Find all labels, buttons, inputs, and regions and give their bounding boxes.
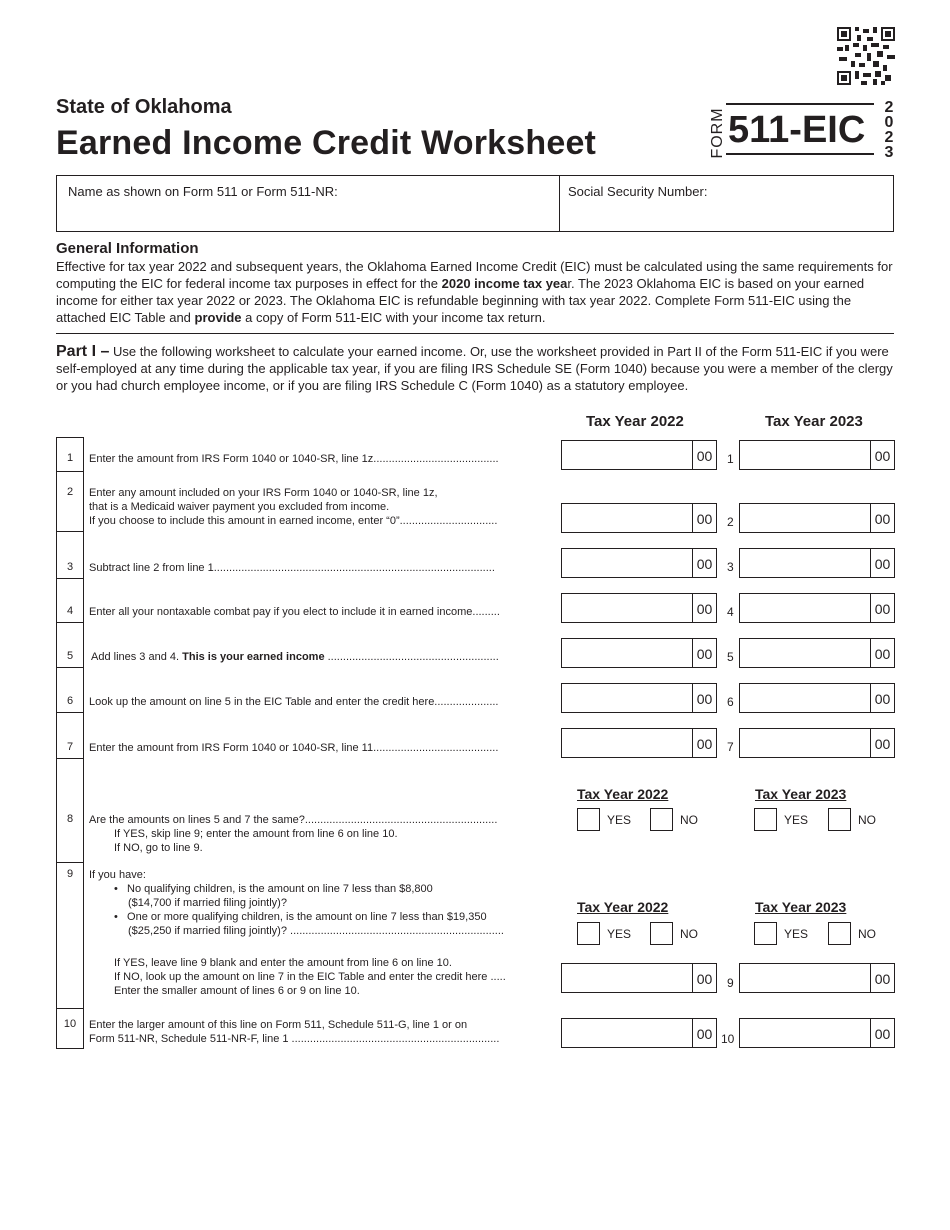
line-9-2022-yes-checkbox[interactable] xyxy=(577,922,600,945)
form-year: 2 0 2 3 xyxy=(884,99,894,161)
no-label: NO xyxy=(858,927,876,941)
line-2-label: Enter any amount included on your IRS Form 1040 or 1040-SR, line 1z, that is a Medicaid waiver payment you excluded from income. If you choose to include this amount in earned income, enter “0”................................ xyxy=(89,487,498,527)
line-7-label: Enter the amount from IRS Form 1040 or 1040-SR, line 11......................................... xyxy=(89,742,499,754)
line-number: 9 xyxy=(66,868,74,880)
line-9-2022-no-checkbox[interactable] xyxy=(650,922,673,945)
line-number: 9 xyxy=(727,976,734,990)
ssn-field-label: Social Security Number: xyxy=(568,184,708,199)
no-label: NO xyxy=(858,813,876,827)
line-4-2022-amount[interactable]: 00 xyxy=(561,593,717,623)
line-1-2022-amount[interactable]: 00 xyxy=(561,440,717,470)
line-5-label: Add lines 3 and 4. This is your earned income ........................................................ xyxy=(91,651,499,663)
yes-label: YES xyxy=(607,813,632,827)
line-1-2023-amount[interactable]: 00 xyxy=(739,440,895,470)
line-8-header-2022: Tax Year 2022 xyxy=(577,786,669,802)
line-3-2023-amount[interactable]: 00 xyxy=(739,548,895,578)
line-2-2022-amount[interactable]: 00 xyxy=(561,503,717,533)
yes-label: YES xyxy=(784,927,809,941)
line-number: 10 xyxy=(721,1032,735,1046)
line-8-2022-yes-checkbox[interactable] xyxy=(577,808,600,831)
qr-code-icon xyxy=(837,27,895,85)
line-9-label: If you have: • No qualifying children, is the amount on line 7 less than $8,800 ($14,700 if married filing jointly)? • One or more qualifying children, is the amount on line 7 less than $19,350 ($25,250 if married filing jointly)? ...................................................................... If YES, leave line 9 blank and enter the amount from line 6 on line 10. If NO, look up the amount on line 7 in the EIC Table and enter the credit here ..... Enter the smaller amount of lines 6 or 9 on line 10. xyxy=(89,869,506,997)
line-number: 2 xyxy=(66,486,74,498)
line-6-label: Look up the amount on line 5 in the EIC Table and enter the credit here..................... xyxy=(89,696,499,708)
line-9-2022-amount[interactable]: 00 xyxy=(561,963,717,993)
line-2-2023-amount[interactable]: 00 xyxy=(739,503,895,533)
page-title: Earned Income Credit Worksheet xyxy=(56,124,597,162)
line-8-2022-no-checkbox[interactable] xyxy=(650,808,673,831)
line-10-2022-amount[interactable]: 00 xyxy=(561,1018,717,1048)
line-6-2022-amount[interactable]: 00 xyxy=(561,683,717,713)
line-8-header-2023: Tax Year 2023 xyxy=(755,786,847,802)
general-info-text: Effective for tax year 2022 and subsequent years, the Oklahoma Earned Income Credit (EIC) must be calculated using the same requirements for computing the EIC for federal income tax purposes in effect for the 2020 income tax year. The 2023 Oklahoma EIC is based on your earned income for either tax year 2022 or 2023. The Oklahoma EIC is refundable beginning with tax year 2022. Complete Form 511-EIC using the attached EIC Table and provide a copy of Form 511-EIC with your income tax return. xyxy=(56,259,893,325)
line-6-2023-amount[interactable]: 00 xyxy=(739,683,895,713)
line-number: 1 xyxy=(66,452,74,464)
column-header-2022: Tax Year 2022 xyxy=(586,413,684,430)
line-9-2023-yes-checkbox[interactable] xyxy=(754,922,777,945)
general-info-heading: General Information xyxy=(56,240,199,257)
line-8-2023-yes-checkbox[interactable] xyxy=(754,808,777,831)
form-label: FORM xyxy=(709,107,726,159)
yes-label: YES xyxy=(784,813,809,827)
form-number: 511-EIC xyxy=(728,109,866,151)
line-number: 3 xyxy=(66,561,74,573)
line-number: 6 xyxy=(727,695,734,709)
line-9-2023-amount[interactable]: 00 xyxy=(739,963,895,993)
line-number: 5 xyxy=(66,650,74,662)
line-5-2023-amount[interactable]: 00 xyxy=(739,638,895,668)
no-label: NO xyxy=(680,813,698,827)
taxpayer-id-box xyxy=(56,175,894,232)
no-label: NO xyxy=(680,927,698,941)
ssn-field[interactable] xyxy=(560,176,893,231)
line-number: 2 xyxy=(727,515,734,529)
line-10-label: Enter the larger amount of this line on Form 511, Schedule 511-G, line 1 or on Form 511-NR, Schedule 511-NR-F, line 1 .................................................................... xyxy=(89,1019,500,1045)
divider xyxy=(56,333,894,334)
line-number: 4 xyxy=(66,605,74,617)
name-field[interactable] xyxy=(57,176,559,231)
line-1-label: Enter the amount from IRS Form 1040 or 1040-SR, line 1z......................................... xyxy=(89,453,499,465)
line-3-2022-amount[interactable]: 00 xyxy=(561,548,717,578)
line-number: 5 xyxy=(727,650,734,664)
yes-label: YES xyxy=(607,927,632,941)
line-8-label: Are the amounts on lines 5 and 7 the same?............................................................... If YES, skip line 9; enter the amount from line 6 on line 10. If NO, go to line 9. xyxy=(89,814,498,854)
line-5-2022-amount[interactable]: 00 xyxy=(561,638,717,668)
line-7-2023-amount[interactable]: 00 xyxy=(739,728,895,758)
line-number: 1 xyxy=(727,452,734,466)
line-7-2022-amount[interactable]: 00 xyxy=(561,728,717,758)
line-4-label: Enter all your nontaxable combat pay if you elect to include it in earned income......... xyxy=(89,606,500,618)
line-9-header-2023: Tax Year 2023 xyxy=(755,899,847,915)
line-number: 8 xyxy=(66,813,74,825)
line-number: 10 xyxy=(63,1018,77,1030)
line-4-2023-amount[interactable]: 00 xyxy=(739,593,895,623)
line-number: 7 xyxy=(66,741,74,753)
line-number: 7 xyxy=(727,740,734,754)
state-name: State of Oklahoma xyxy=(56,96,232,118)
line-9-header-2022: Tax Year 2022 xyxy=(577,899,669,915)
line-3-label: Subtract line 2 from line 1............................................................................................ xyxy=(89,562,495,574)
line-10-2023-amount[interactable]: 00 xyxy=(739,1018,895,1048)
part1-intro: Part I – Use the following worksheet to calculate your earned income. Or, use the worksheet provided in Part II of the Form 511-EIC if you were self-employed at any time during the applicable tax year, if you are filing IRS Schedule SE (Form 1040) because you were a member of the clergy or you had church employee income, or if you are filing IRS Schedule C (Form 1040) as a statutory employee. xyxy=(56,343,893,393)
line-number: 4 xyxy=(727,605,734,619)
line-8-2023-no-checkbox[interactable] xyxy=(828,808,851,831)
line-9-2023-no-checkbox[interactable] xyxy=(828,922,851,945)
line-number: 6 xyxy=(66,695,74,707)
name-field-label: Name as shown on Form 511 or Form 511-NR: xyxy=(68,184,338,199)
column-header-2023: Tax Year 2023 xyxy=(765,413,863,430)
line-number: 3 xyxy=(727,560,734,574)
